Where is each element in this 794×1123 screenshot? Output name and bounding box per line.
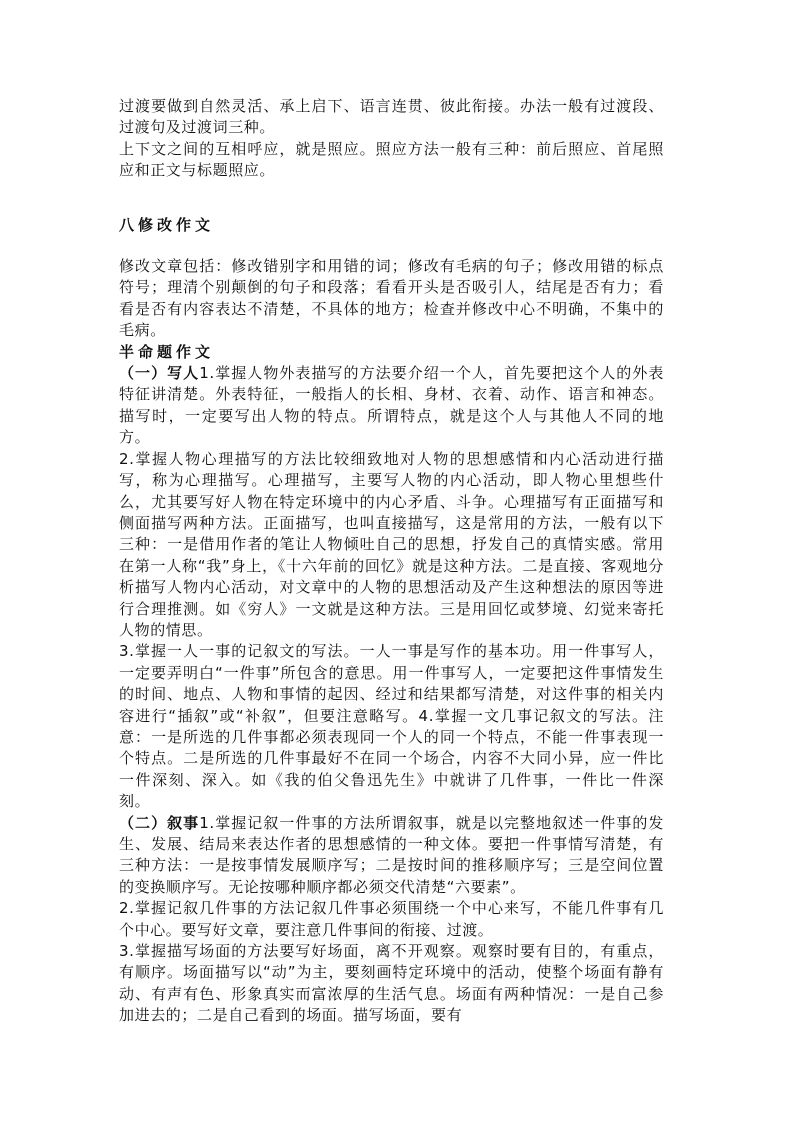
writing-people-paragraph-2: 2.掌握人物心理描写的方法比较细致地对人物的思想感情和内心活动进行描写，称为心理描写。心理描写，主要写人物的内心活动，即人物心里想些什么，尤其要写好人物在特定环境中的内心矛盾、斗争。心理描写有正面描写和侧面描写两种方法。正面描写，也叫直接描写，这是常用的方法，一般有以下三种：一是借用作者的笔让人物倾吐自己的思想，抒发自己的真情实感。常用在第一人称“我”身上，《十六年前的回忆》就是这种方法。二是直接、客观地分析描写人物内心活动，对文章中的人物的思想活动及产生这种想法的原因等进行合理推测。如《穷人》一文就是这种方法。三是用回忆或梦境、幻觉来寄托人物的情思。: [119, 449, 664, 639]
writing-people-paragraph-3: 3.掌握一人一事的记叙文的写法。一人一事是写作的基本功。用一件事写人，一定要弄明白“一件事”所包含的意思。用一件事写人，一定要把这件事情发生的时间、地点、人物和事情的起因、经过和结果都写清楚，对这件事的相关内容进行“插叙”或“补叙”，但要注意略写。4.掌握一文几事记叙文的写法。注意：一是所选的几件事都必须表现同一个人的同一个特点，不能一件事表现一个特点。二是所选的几件事最好不在同一个场合，内容不大同小异，应一件比一件深刻、深入。如《我的伯父鲁迅先生》中就讲了几件事，一件比一件深刻。: [119, 642, 664, 811]
echo-paragraph: 上下文之间的互相呼应，就是照应。照应方法一般有三种：前后照应、首尾照应和正文与标题照应。: [119, 139, 664, 180]
narration-paragraph-2: 2.掌握记叙几件事的方法记叙几件事必须围绕一个中心来写，不能几件事有几个中心。要写好文章，要注意几件事间的衔接、过渡。: [119, 899, 664, 939]
narration-text-1: 1.掌握记叙一件事的方法所谓叙事，就是以完整地叙述一件事的发生、发展、结局来表达作者的思想感情的一种文体。要把一件事情写清楚，有三种方法：一是按事情发展顺序写；二是按时间的推移顺序写；三是空间位置的变换顺序写。无论按哪种顺序都必须交代清楚“六要素”。: [119, 813, 664, 896]
writing-people-label: （一）写人: [119, 364, 200, 383]
sub-heading: 半命题作文: [119, 342, 215, 361]
spacer: [119, 182, 664, 215]
transition-paragraph: 过渡要做到自然灵活、承上启下、语言连贯、彼此衔接。办法一般有过渡段、过渡句及过渡词三种。: [119, 97, 664, 137]
section-heading: 八修改作文: [119, 215, 215, 234]
writing-people-paragraph-1: [119, 363, 664, 449]
writing-people-text-1: 1.掌握人物外表描写的方法要介绍一个人，首先要把这个人的外表特征讲清楚。外表特征，一般指人的长相、身材、衣着、动作、语言和神态。描写时，一定要写出人物的特点。所谓特点，就是这个人与其他人不同的地方。: [119, 364, 664, 447]
spacer: [119, 236, 664, 256]
narration-label: （二）叙事: [119, 813, 200, 832]
narration-paragraph-1: [119, 813, 664, 899]
document-body: [119, 96, 664, 1027]
revision-paragraph: 修改文章包括：修改错别字和用错的词；修改有毛病的句子；修改用错的标点符号；理清个别颠倒的句子和段落；看看开头是否吸引人，结尾是否有力；看看是否有内容表达不清楚，不具体的地方；检查并修改中心不明确，不集中的毛病。: [119, 257, 664, 340]
narration-paragraph-3: 3.掌握描写场面的方法要写好场面，离不开观察。观察时要有目的，有重点，有顺序。场面描写以“动”为主，要刻画特定环境中的活动，使整个场面有静有动、有声有色、形象真实而富浓厚的生活气息。场面有两种情况：一是自己参加进去的；二是自己看到的场面。描写场面，要有: [119, 942, 664, 1025]
